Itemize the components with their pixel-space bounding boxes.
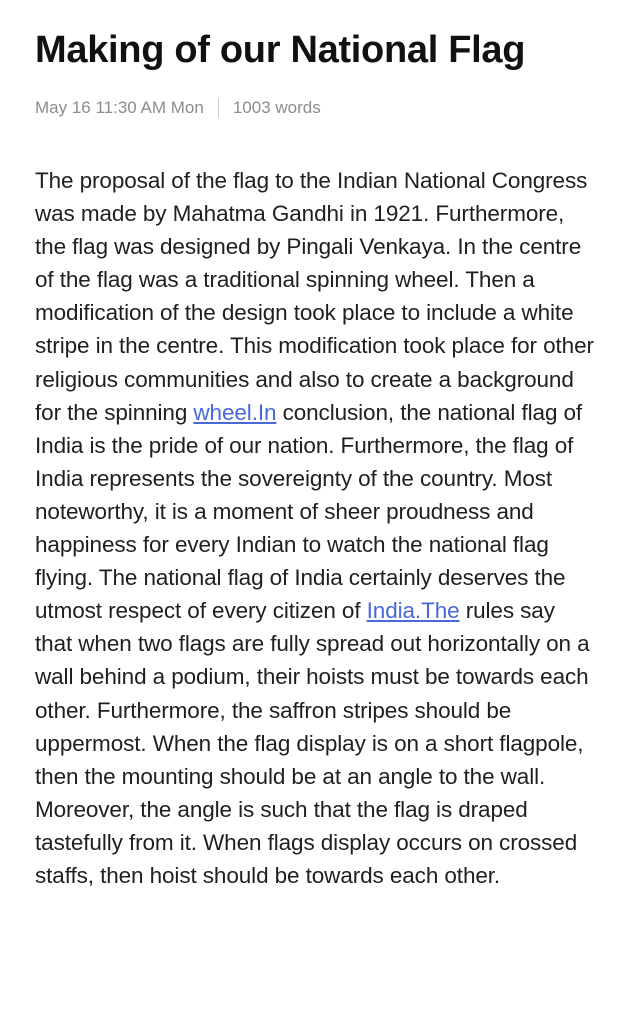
link-india-the[interactable]: India.The (366, 598, 460, 624)
body-text-part: The proposal of the flag to the Indian National Congress was made by Mahatma Gandhi in 1921. Furthermore, the flag was designed by Pingali Venkaya. In the centre of the flag was a traditional spinning wheel. Then a modification of the design took place to include a white stripe in the centre. This modification took place for other religious communities and also to create a background for the spinning (35, 168, 594, 425)
body-text-part: rules say that when two flags are fully spread out horizontally on a wall behind a podium, their hoists must be towards each other. Furthermore, the saffron stripes should be uppermost. When the flag display is on a short flagpole, then the mounting should be at an angle to the wall. Moreover, the angle is such that the flag is draped tastefully from it. When flags display occurs on crossed staffs, then hoist should be towards each other. (35, 598, 590, 888)
note-word-count: 1003 words (232, 98, 321, 117)
note-meta (35, 96, 598, 120)
note-date: May 16 11:30 AM Mon (35, 98, 204, 117)
meta-divider (218, 98, 219, 118)
note-body[interactable] (35, 164, 598, 892)
note-title[interactable]: Making of our National Flag (35, 29, 526, 71)
link-wheel-in[interactable]: wheel.In (193, 399, 277, 425)
body-text-part: conclusion, the national flag of India is the pride of our nation. Furthermore, the flag of India represents the sovereignty of the country. Most noteworthy, it is a moment of sheer proudness and happiness for every Indian to watch the national flag flying. The national flag of India certainly deserves the utmost respect of every citizen of (35, 399, 583, 624)
